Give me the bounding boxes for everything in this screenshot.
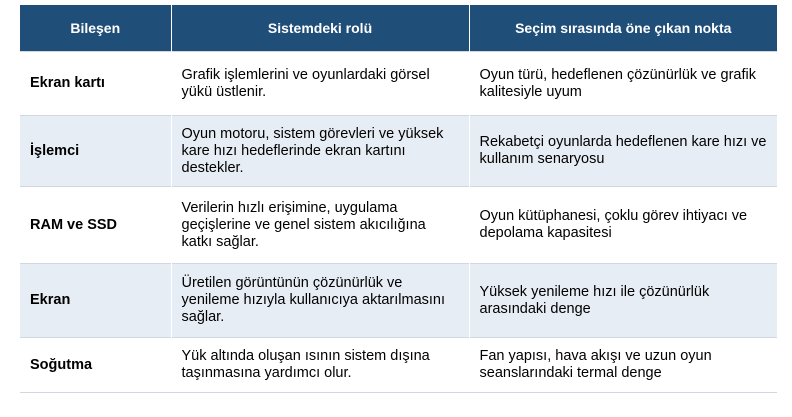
role-cell: Yük altında oluşan ısının sistem dışına taşınmasına yardımcı olur.: [171, 338, 469, 393]
component-cell: İşlemci: [20, 116, 171, 187]
component-cell: Soğutma: [20, 338, 171, 393]
role-cell: Verilerin hızlı erişimine, uygulama geçişlerine ve genel sistem akıcılığına katkı sağlar.: [171, 187, 469, 264]
table-row: [20, 338, 777, 393]
component-cell: Ekran kartı: [20, 52, 171, 116]
table-row: [20, 52, 777, 116]
component-cell: RAM ve SSD: [20, 187, 171, 264]
table-row: [20, 187, 777, 264]
highlight-cell: Oyun kütüphanesi, çoklu görev ihtiyacı ve depolama kapasitesi: [469, 187, 777, 264]
highlight-cell: Rekabetçi oyunlarda hedeflenen kare hızı ve kullanım senaryosu: [469, 116, 777, 187]
role-cell: Grafik işlemlerini ve oyunlardaki görsel yükü üstlenir.: [171, 52, 469, 116]
table-row: [20, 264, 777, 338]
table-row: [20, 116, 777, 187]
highlight-cell: Oyun türü, hedeflenen çözünürlük ve grafik kalitesiyle uyum: [469, 52, 777, 116]
components-table: [20, 5, 777, 393]
header-row: [20, 5, 777, 52]
component-cell: Ekran: [20, 264, 171, 338]
role-cell: Oyun motoru, sistem görevleri ve yüksek kare hızı hedeflerinde ekran kartını destekler.: [171, 116, 469, 187]
role-cell: Üretilen görüntünün çözünürlük ve yenileme hızıyla kullanıcıya aktarılmasını sağlar.: [171, 264, 469, 338]
highlight-cell: Yüksek yenileme hızı ile çözünürlük arasındaki denge: [469, 264, 777, 338]
header-role: Sistemdeki rolü: [171, 5, 469, 52]
highlight-cell: Fan yapısı, hava akışı ve uzun oyun seanslarındaki termal denge: [469, 338, 777, 393]
header-highlight: Seçim sırasında öne çıkan nokta: [469, 5, 777, 52]
header-component: Bileşen: [20, 5, 171, 52]
